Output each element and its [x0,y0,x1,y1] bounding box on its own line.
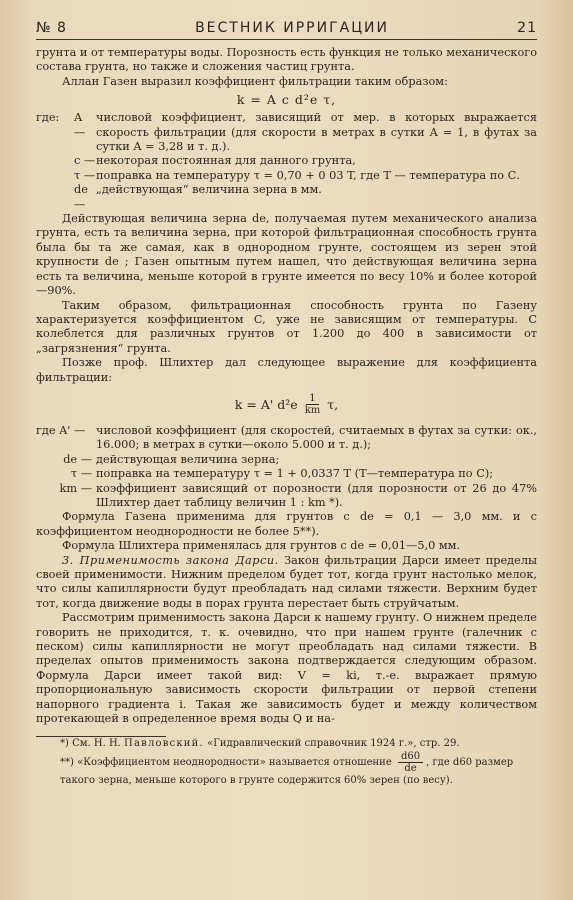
definitions-schlichter [36,424,537,510]
page-number: 21 [517,20,537,36]
paragraph-1: грунта и от температуры воды. Порозность есть функция не только механического состава грунта, но также и сложения частиц грунта. [36,46,537,74]
paragraph-7: Формула Шлихтера применялась для грунтов с de = 0,01—5,0 мм. [62,539,461,553]
schlichter-formula: k = A' d²e $\frac{1}{km}$ τ, [234,392,339,416]
definition-a-prime: где A' — числовой коэффициент (для скоростей, считаемых в футах за сутки: ок., 16.000; в метрах в сутки—около 5.000 и т. д.); [36,423,537,452]
paragraph-8: 3. Применимость закона Дарси. Закон фильтрации Дарси имеет пределы своей применимости. Нижним пределом будет тот, когда грунт настолько мелок, что силы капиллярности будут преобладать над силами тяжести. Верхним будет тот, когда движение воды в порах грунта перестает быть струйчатым. [36,553,537,610]
paragraph-5: Позже проф. Шлихтер дал следующее выражение для коэффициента фильтрации: [36,356,537,384]
running-header [36,20,537,40]
definition-km: km — коэффициент зависящий от порозности (для порозности от 26 до 47% Шлихтер дает таблицу величин 1 : km *). [59,481,537,509]
section-title: 3. Применимость закона Дарси. [62,553,279,567]
definitions-hazen [36,111,537,212]
definition-tau-2: τ — поправка на температуру τ = 1 + 0,0337 T (T—температура по С); [70,467,494,481]
issue-number: № 8 [36,20,67,36]
journal-title: ВЕСТНИК ИРРИГАЦИИ [195,20,390,36]
definition-a: где: A — числовой коэффициент, зависящий от мер. в которых выражается скорость фильтрации (для скорости в метрах в сутки A = 1, в футах за сутки A = 3,28 и т. д.). [36,111,537,154]
hazen-formula: k = A c d²e τ, [236,92,337,108]
definition-de-2: de — действующая величина зерна; [63,452,280,466]
paragraph-4: Таким образом, фильтрационная способность грунта по Газену характеризуется коэффициентом C, уже не зависящим от температуры. C колеблется для различных грунтов от 1.200 до 400 в зависимости от „загрязнения“ грунта. [36,298,537,355]
definition-tau: τ — поправка на температуру τ = 0,70 + 0 03 T, где T — температура по С. [74,168,520,182]
definition-c: c — некоторая постоянная для данного грунта, [74,154,356,168]
definition-de: de — „действующая“ величина зерна в мм. [74,183,322,211]
paragraph-2: Аллан Газен выразил коэффициент фильтрации таким образом: [62,74,448,88]
paragraph-9: Рассмотрим применимость закона Дарси к нашему грунту. О нижнем пределе говорить не приходится, т. к. очевидно, что при нашем грунте (галечник с песком) силы капиллярности не могут преобладать над силами тяжести. В пределах опытов применимость закона подтверждается следующим образом. Формула Дарси имеет такой вид: V = ki, т.-е. выражает прямую пропорциональную зависимость скорости фильтрации от первой степени напорного градиента i. Такая же зависимость будет и между количеством протекающей в определенное время воды Q и на- [36,611,537,726]
paragraph-6: Формула Газена применима для грунтов с de = 0,1 — 3,0 мм. и с коэффициентом неоднородности не более 5**). [36,510,537,538]
footnote-fraction: $\frac{d60}{de}$ [398,751,423,774]
paragraph-3: Действующая величина зерна de, получаемая путем механического анализа грунта, есть та величина зерна, при которой фильтрационная способность грунта была бы та же самая, как в однородном грунте, состоящем из зерен этой крупности de ; Газен опытным путем нашел, что действующая величина зерна есть та величина, меньше которой в грунте имеется по весу 10% и более которой—90%. [36,212,537,298]
footnote-2: **) «Коэффициентом неоднородности» называется отношение $\frac{d60}{de}$ , где d60 размер такого зерна, меньше которого в грунте содержится 60% зерен (по весу). [60,751,514,787]
formula-fraction: $\frac{1}{km}$ [304,392,321,416]
footnote-1: *) См. Н. Н. Павловский. «Гидравлический справочник 1924 г.», стр. 29. [60,738,460,750]
